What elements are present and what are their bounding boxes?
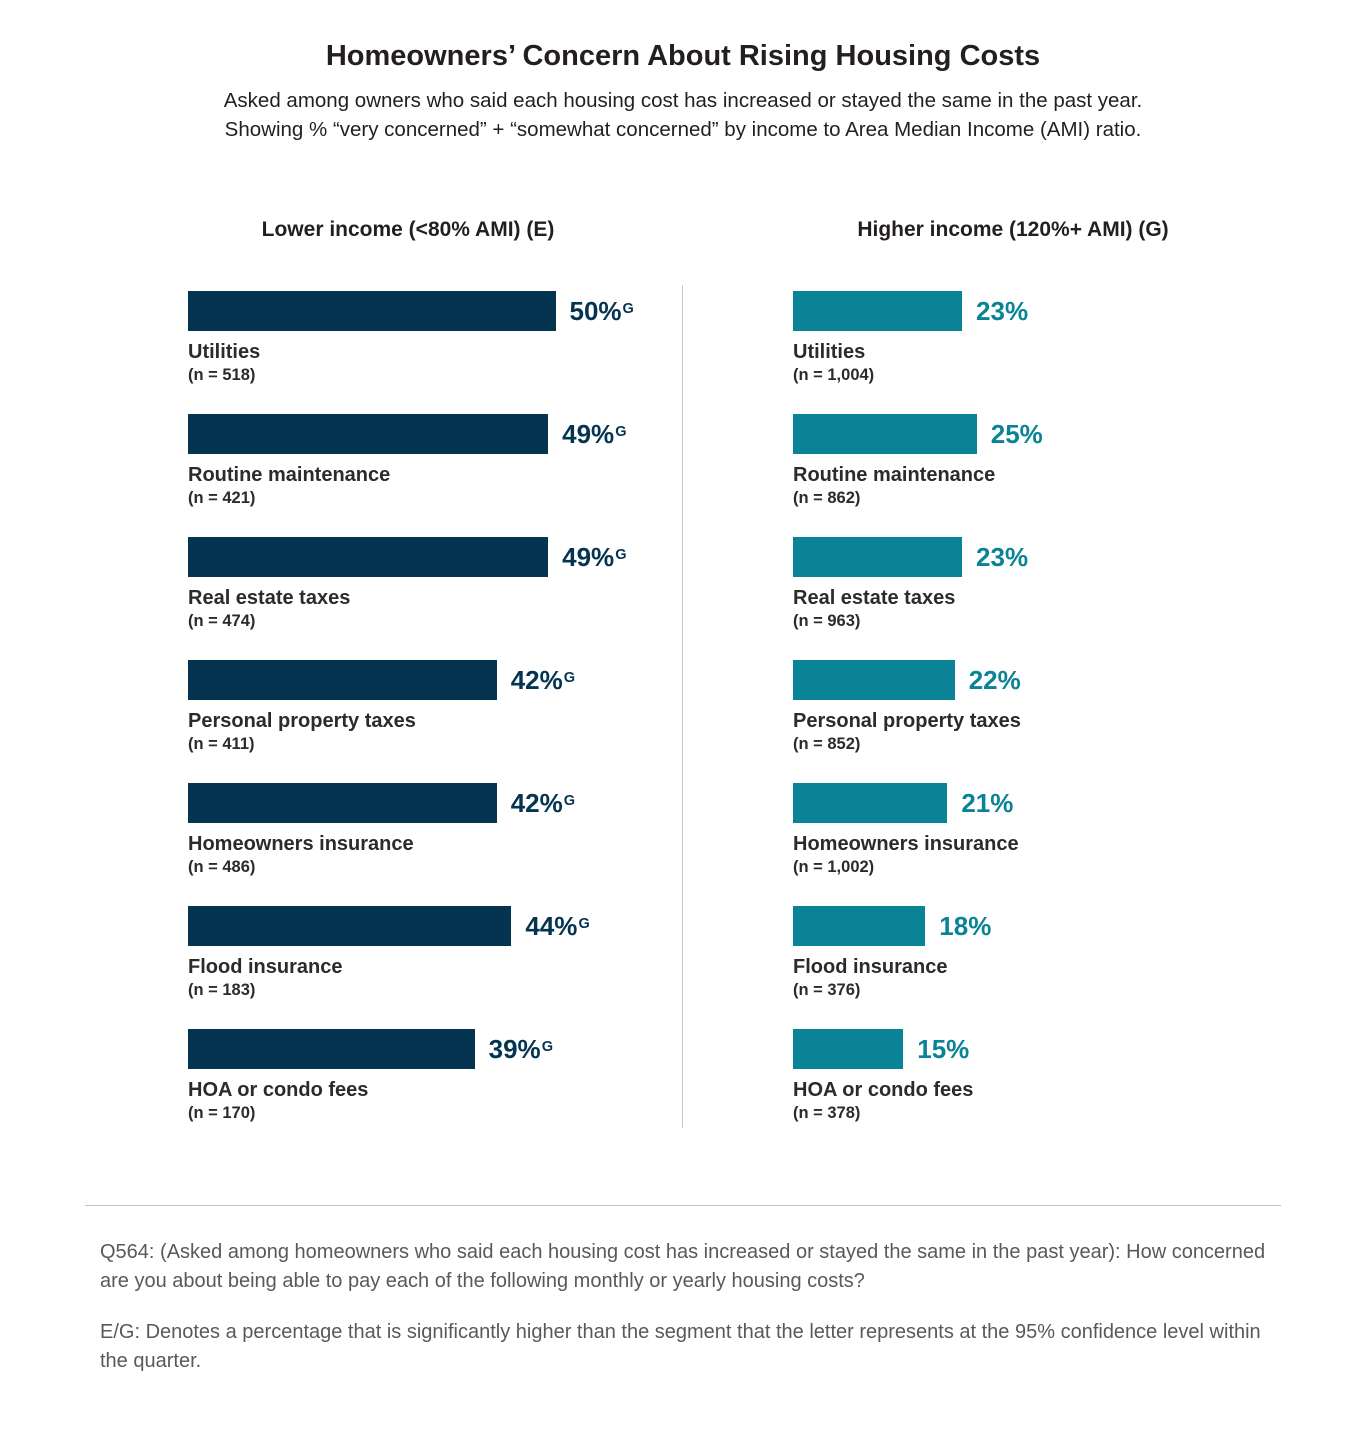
category-label: Routine maintenance xyxy=(188,464,391,486)
sample-size-label: (n = 486) xyxy=(188,858,256,876)
bar-line xyxy=(793,783,1366,823)
category-label: Routine maintenance xyxy=(793,464,996,486)
bar xyxy=(793,291,962,331)
value-label: 23% xyxy=(976,541,1029,572)
footer-divider xyxy=(85,1205,1281,1206)
category-label: HOA or condo fees xyxy=(188,1079,369,1101)
bar xyxy=(793,537,962,577)
bar-line xyxy=(793,537,1366,577)
column-divider xyxy=(682,285,683,1128)
chart-subtitle-line1: Asked among owners who said each housing cost has increased or stayed the same in the past year. xyxy=(223,89,1143,112)
significance-superscript: G xyxy=(563,792,576,809)
sample-size-label: (n = 1,002) xyxy=(793,858,875,876)
category-label: Flood insurance xyxy=(188,956,343,978)
value-label: 21% xyxy=(961,787,1014,818)
bar xyxy=(188,414,548,454)
bar-line xyxy=(793,660,1366,700)
value-label: 22% xyxy=(968,664,1021,695)
significance-superscript: G xyxy=(578,915,590,932)
bar-row xyxy=(793,906,1366,1002)
bar-line xyxy=(188,291,683,331)
category-label: Real estate taxes xyxy=(188,587,351,609)
bar-line xyxy=(188,660,683,700)
bar-line xyxy=(188,906,683,946)
bar-row xyxy=(793,660,1366,756)
bar-line xyxy=(793,906,1366,946)
bar-line xyxy=(188,414,683,454)
lower-income-column-header: Lower income (<80% AMI) (E) xyxy=(261,218,555,241)
value-label: 15% xyxy=(917,1033,970,1064)
bar-line xyxy=(188,537,683,577)
category-label: Homeowners insurance xyxy=(793,833,1019,855)
bar-row xyxy=(188,291,683,387)
bar-line xyxy=(793,291,1366,331)
sample-size-label: (n = 170) xyxy=(188,1104,256,1122)
value-label: 49%$^G$ xyxy=(562,418,627,449)
chart-header xyxy=(0,0,1366,144)
bar-row xyxy=(793,291,1366,387)
bar xyxy=(188,660,497,700)
value-label: 42%$^G$ xyxy=(510,664,576,695)
value-label: 25% xyxy=(990,418,1043,449)
bar-row xyxy=(793,1029,1366,1125)
sample-size-label: (n = 376) xyxy=(793,981,861,999)
lower-income-column xyxy=(0,218,683,1152)
bar xyxy=(188,1029,475,1069)
value-label: 39%$^G$ xyxy=(488,1033,554,1064)
higher-income-column xyxy=(683,218,1366,1152)
category-label: Flood insurance xyxy=(793,956,948,978)
bar xyxy=(793,414,977,454)
higher-income-column-header: Higher income (120%+ AMI) (G) xyxy=(857,218,1169,241)
chart-title: Homeowners’ Concern About Rising Housing Costs xyxy=(325,40,1041,72)
value-label: 18% xyxy=(939,910,992,941)
value-label: 49%$^G$ xyxy=(562,541,627,572)
value-label: 23% xyxy=(976,295,1029,326)
significance-superscript: G xyxy=(541,1038,554,1055)
lower-income-rows xyxy=(188,291,683,1125)
bar-row xyxy=(188,537,683,633)
bar xyxy=(188,783,497,823)
category-label: HOA or condo fees xyxy=(793,1079,974,1101)
bar-row xyxy=(793,783,1366,879)
bar-row xyxy=(188,783,683,879)
sample-size-label: (n = 862) xyxy=(793,489,861,507)
category-label: Personal property taxes xyxy=(793,710,1021,732)
chart-subtitle xyxy=(0,86,1366,144)
bar-line xyxy=(793,414,1366,454)
value-label: 50%$^G$ xyxy=(569,295,634,326)
bar xyxy=(793,783,947,823)
category-label: Real estate taxes xyxy=(793,587,956,609)
bar-line xyxy=(188,1029,683,1069)
bar-row xyxy=(188,414,683,510)
bar-row xyxy=(793,537,1366,633)
value-label: 44%$^G$ xyxy=(525,910,590,941)
bar xyxy=(188,537,548,577)
sample-size-label: (n = 411) xyxy=(188,735,255,753)
significance-superscript: G xyxy=(615,546,627,563)
category-label: Utilities xyxy=(188,341,261,363)
bar xyxy=(188,906,511,946)
footnote-significance: E/G: Denotes a percentage that is significantly higher than the segment that the letter represents at the 95% confidence level within the quarter. xyxy=(100,1321,1261,1372)
category-label: Personal property taxes xyxy=(188,710,416,732)
bar-row xyxy=(793,414,1366,510)
bar xyxy=(188,291,556,331)
significance-superscript: G xyxy=(622,300,634,317)
value-label: 42%$^G$ xyxy=(510,787,576,818)
bar xyxy=(793,906,925,946)
bar-row xyxy=(188,906,683,1002)
sample-size-label: (n = 474) xyxy=(188,612,256,630)
bar xyxy=(793,660,955,700)
higher-income-rows xyxy=(793,291,1366,1125)
bar-line xyxy=(188,783,683,823)
sample-size-label: (n = 421) xyxy=(188,489,256,507)
sample-size-label: (n = 518) xyxy=(188,366,256,384)
category-label: Utilities xyxy=(793,341,866,363)
sample-size-label: (n = 1,004) xyxy=(793,366,875,384)
bar-row xyxy=(188,1029,683,1125)
significance-superscript: G xyxy=(563,669,576,686)
significance-superscript: G xyxy=(615,423,627,440)
bar-line xyxy=(793,1029,1366,1069)
footnote-question: Q564: (Asked among homeowners who said each housing cost has increased or stayed the same in the past year): How concerned are you about being able to pay each of the following monthly or yearly housing costs? xyxy=(100,1241,1266,1292)
sample-size-label: (n = 183) xyxy=(188,981,256,999)
sample-size-label: (n = 963) xyxy=(793,612,861,630)
sample-size-label: (n = 852) xyxy=(793,735,861,753)
bar-row xyxy=(188,660,683,756)
category-label: Homeowners insurance xyxy=(188,833,414,855)
bar-chart xyxy=(0,218,1366,1152)
sample-size-label: (n = 378) xyxy=(793,1104,861,1122)
chart-subtitle-line2: Showing % “very concerned” + “somewhat concerned” by income to Area Median Income (AMI) ratio. xyxy=(224,118,1142,141)
bar xyxy=(793,1029,903,1069)
